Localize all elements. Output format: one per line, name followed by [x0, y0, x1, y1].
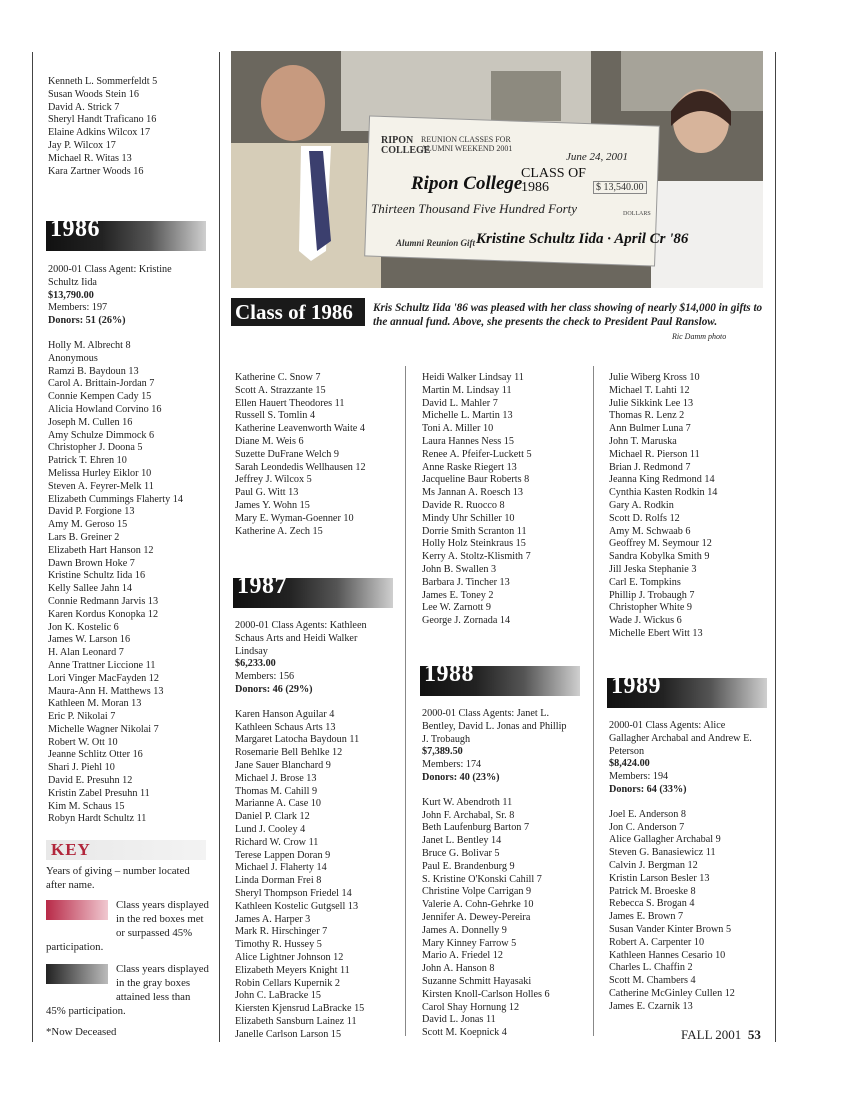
check-dollars: DOLLARS: [623, 211, 651, 217]
donor-name: Holly M. Albrecht 8: [48, 339, 131, 351]
donor-name: Rebecca S. Brogan 4: [609, 898, 695, 910]
donor-name: Diane M. Weis 6: [235, 435, 304, 447]
donor-name: Timothy R. Hussey 5: [235, 939, 322, 951]
donor-list-1986: [48, 340, 206, 826]
key-title: KEY: [51, 840, 91, 859]
year-label: 1987: [237, 573, 287, 599]
donor-name: Jennifer A. Dewey-Pereira: [422, 911, 531, 923]
donor-name: David A. Strick 7: [48, 101, 120, 113]
col2-top-list: [235, 372, 366, 538]
donor-name: Alice Lightner Johnson 12: [235, 951, 344, 963]
check-logo: RIPON COLLEGE: [381, 135, 431, 156]
col4-top-list: [609, 372, 717, 641]
donor-name: Kathleen Kostelic Gutgsell 13: [235, 900, 359, 912]
donor-name: Michael J. Flaherty 14: [235, 862, 327, 874]
donor-name: James E. Brown 7: [609, 911, 684, 923]
donor-name: Jacqueline Baur Roberts 8: [422, 474, 530, 486]
donor-name: Holly Holz Steinkraus 15: [422, 538, 526, 550]
donor-name: Patrick T. Ehren 10: [48, 455, 127, 467]
members: Members: 156: [235, 671, 295, 683]
donor-name: Amy Schulze Dimmock 6: [48, 429, 155, 441]
column-rule-1: [32, 52, 33, 1042]
donor-name: Kiersten Kjensrud LaBracke 15: [235, 1003, 365, 1015]
donor-name: Richard W. Crow 11: [235, 836, 319, 848]
donor-name: Marianne A. Case 10: [235, 798, 322, 810]
donor-name: David L. Jonas 11: [422, 1014, 496, 1026]
donor-name: Alice Gallagher Archabal 9: [609, 834, 721, 846]
donor-name: Anne Trattner Liccione 11: [48, 659, 156, 671]
caption-title: Class of 1986: [235, 300, 353, 324]
donor-name: Michael R. Pierson 11: [609, 448, 700, 460]
donor-name: Katherine C. Snow 7: [235, 372, 321, 383]
donor-name: Jeanna King Redmond 14: [609, 474, 715, 486]
donor-name: Michael T. Lahti 12: [609, 384, 690, 396]
donor-name: Daniel P. Clark 12: [235, 811, 310, 823]
donor-name: Susan Vander Kinter Brown 5: [609, 923, 732, 935]
donor-name: Joel E. Anderson 8: [609, 808, 686, 820]
donor-name: James A. Donnelly 9: [422, 924, 507, 936]
donor-name: Jill Jeska Stephanie 3: [609, 563, 697, 575]
donor-name: Davide R. Ruocco 8: [422, 499, 505, 511]
year-label: 1988: [424, 661, 474, 687]
donor-name: Christopher White 9: [609, 602, 692, 614]
column-rule-2: [219, 52, 220, 1042]
donor-name: Brian J. Redmond 7: [609, 461, 691, 473]
donor-name: Elizabeth Sansburn Lainez 11: [235, 1015, 357, 1027]
class-agent: 2000-01 Class Agents: Alice Gallagher Archabal and Andrew E. Peterson: [609, 720, 752, 757]
check-memo: Alumni Reunion Gift: [396, 238, 476, 248]
donor-name: John C. LaBracke 15: [235, 990, 322, 1002]
donor-name: Steven G. Banasiewicz 11: [609, 847, 716, 859]
donor-name: Mary E. Wyman-Goenner 10: [235, 512, 354, 524]
donor-name: Kristin Larson Besler 13: [609, 872, 710, 884]
donor-name: Alicia Howland Corvino 16: [48, 403, 162, 415]
donor-name: Maura-Ann H. Matthews 13: [48, 685, 164, 697]
donor-name: Janelle Carlson Larson 15: [235, 1028, 342, 1040]
donor-list-1988: [422, 797, 580, 1040]
donor-name: Rosemarie Bell Behlke 12: [235, 747, 343, 759]
donor-name: Kurt W. Abendroth 11: [422, 796, 513, 808]
donor-name: James W. Larson 16: [48, 634, 131, 646]
donor-name: Robert A. Carpenter 10: [609, 936, 705, 948]
donor-name: Kenneth L. Sommerfeldt 5: [48, 76, 158, 87]
donor-name: H. Alan Leonard 7: [48, 647, 124, 659]
donor-name: Robin Cellars Kupernik 2: [235, 977, 340, 989]
check-class: CLASS OF 1986: [521, 166, 586, 195]
donor-name: Jeffrey J. Wilcox 5: [235, 474, 312, 486]
donor-name: Robyn Hardt Schultz 11: [48, 813, 147, 825]
donor-name: Anne Raske Riegert 13: [422, 461, 517, 473]
donor-name: S. Kristine O'Konski Cahill 7: [422, 873, 542, 885]
amount: $6,233.00: [235, 658, 276, 670]
donor-name: Charles L. Chaffin 2: [609, 962, 693, 974]
donor-name: Scott M. Koepnick 4: [422, 1027, 507, 1039]
class-1988-section: [420, 661, 580, 1040]
donor-name: Mary Kinney Farrow 5: [422, 937, 517, 949]
donors: Donors: 46 (29%): [235, 683, 313, 695]
donor-name: Barbara J. Tincher 13: [422, 576, 510, 588]
donor-name: Eric P. Nikolai 7: [48, 711, 116, 723]
donor-name: Sheryl Thompson Friedel 14: [235, 887, 352, 899]
donor-name: Elaine Adkins Wilcox 17: [48, 127, 151, 139]
year-banner-1987: [233, 573, 393, 608]
year-banner-1986: [46, 216, 206, 251]
donor-name: Carl E. Tompkins: [609, 576, 681, 588]
class-1986-section: [46, 216, 206, 826]
donor-name: Janet L. Bentley 14: [422, 835, 502, 847]
amount: $13,790.00: [48, 289, 94, 301]
donor-name: Laura Hannes Ness 15: [422, 435, 514, 447]
donor-name: Kathleen M. Moran 13: [48, 698, 142, 710]
key-red-text: Class years displayed in the red boxes met or surpassed 45% participation.: [46, 899, 209, 953]
donor-name: Susan Woods Stein 16: [48, 88, 139, 100]
donor-name: Amy M. Schwaab 6: [609, 525, 691, 537]
donor-name: Lund J. Cooley 4: [235, 823, 306, 835]
column-rule-5: [593, 366, 594, 1036]
donor-name: Michael R. Witas 13: [48, 152, 132, 164]
page-number: 53: [747, 1027, 761, 1042]
donor-name: Shari J. Piehl 10: [48, 762, 115, 774]
key-gray-text: Class years displayed in the gray boxes attained less than 45% participation.: [46, 963, 209, 1017]
donor-name: Lori Vinger MacFayden 12: [48, 672, 159, 684]
donor-name: Geoffrey M. Seymour 12: [609, 538, 712, 550]
donor-name: Ms Jannan A. Roesch 13: [422, 487, 524, 499]
deceased-note: *Now Deceased: [46, 1026, 117, 1038]
donor-name: Elizabeth Cummings Flaherty 14: [48, 493, 183, 505]
donor-name: Patrick M. Broeske 8: [609, 885, 696, 897]
amount: $7,389.50: [422, 746, 463, 758]
donor-name: Thomas M. Cahill 9: [235, 785, 318, 797]
column-rule-4: [405, 366, 406, 1036]
donors: Donors: 40 (23%): [422, 771, 500, 783]
donor-name: Jon K. Kostelic 6: [48, 621, 119, 633]
caption-title-box: [231, 298, 365, 326]
donor-name: Christopher J. Doona 5: [48, 442, 143, 454]
donor-name: Michelle Ebert Witt 13: [609, 627, 703, 639]
donor-name: Katherine A. Zech 15: [235, 525, 323, 537]
donor-name: Margaret Latocha Baydoun 11: [235, 734, 360, 746]
donor-name: Thomas R. Lenz 2: [609, 410, 685, 422]
key-description: Years of giving – number located after name.: [46, 865, 190, 891]
donor-name: Joseph M. Cullen 16: [48, 416, 133, 428]
donor-name: Kara Zartner Woods 16: [48, 165, 144, 177]
donor-name: Kathleen Hannes Cesario 10: [609, 949, 726, 961]
donors: Donors: 64 (33%): [609, 783, 687, 795]
check-date: June 24, 2001: [566, 151, 629, 163]
donor-name: Amy M. Geroso 15: [48, 519, 128, 531]
donor-name: Lee W. Zarnott 9: [422, 602, 492, 614]
photo-caption: Kris Schultz Iida '86 was pleased with her class showing of nearly $14,000 in gifts to the annual fund. Above, she presents the check to President Paul Ranslow.: [373, 302, 763, 328]
donor-name: Beth Laufenburg Barton 7: [422, 822, 530, 834]
donor-name: Kristin Zabel Presuhn 11: [48, 787, 150, 799]
donor-name: Dawn Brown Hoke 7: [48, 557, 135, 569]
class-agent: 2000-01 Class Agents: Kathleen Schaus Arts and Heidi Walker Lindsay: [235, 620, 367, 657]
donor-name: Renee A. Pfeifer-Luckett 5: [422, 448, 532, 460]
donor-name: Sandra Kobylka Smith 9: [609, 551, 710, 563]
column-rule-3: [775, 52, 776, 1042]
donor-name: Steven A. Feyrer-Melk 11: [48, 480, 154, 492]
donor-list-1987: [235, 709, 393, 1042]
donor-name: Karen Kordus Konopka 12: [48, 608, 159, 620]
donor-name: Ellen Hauert Theodores 11: [235, 397, 345, 409]
donor-name: James E. Toney 2: [422, 589, 494, 601]
donor-name: Julie Wiberg Kross 10: [609, 372, 700, 383]
donor-name: Mindy Uhr Schiller 10: [422, 512, 515, 524]
donor-name: Melissa Hurley Eiklor 10: [48, 467, 152, 479]
donor-name: Russell S. Tomlin 4: [235, 410, 316, 422]
check-signature: Kristine Schultz Iida · April Cr '86: [476, 231, 689, 247]
donor-name: Michael J. Brose 13: [235, 772, 317, 784]
donor-name: Julie Sikkink Lee 13: [609, 397, 694, 409]
donor-name: Ramzi B. Baydoun 13: [48, 365, 139, 377]
donor-name: John B. Swallen 3: [422, 563, 497, 575]
donor-name: Jeanne Schlitz Otter 16: [48, 749, 143, 761]
donor-name: Elizabeth Hart Hanson 12: [48, 544, 154, 556]
donor-name: John F. Archabal, Sr. 8: [422, 809, 515, 821]
donor-name: Jay P. Wilcox 17: [48, 139, 116, 151]
donor-name: Carol Shay Hornung 12: [422, 1001, 520, 1013]
photo-illustration: [231, 51, 763, 288]
issue-label: FALL 2001: [681, 1027, 742, 1042]
donor-name: Martin M. Lindsay 11: [422, 384, 512, 396]
donor-name: Scott M. Chambers 4: [609, 975, 696, 987]
donor-name: Valerie A. Cohn-Gehrke 10: [422, 899, 534, 911]
donor-name: Calvin J. Bergman 12: [609, 859, 698, 871]
donor-name: Michelle L. Martin 13: [422, 410, 513, 422]
donor-name: David E. Presuhn 12: [48, 775, 133, 787]
donor-list-1989: [609, 809, 767, 1014]
class-1989-section: [607, 673, 767, 1014]
donor-name: David L. Mahler 7: [422, 397, 498, 409]
donor-name: Kristine Schultz Iida 16: [48, 570, 146, 582]
year-banner-1988: [420, 661, 580, 696]
donor-name: Suzette DuFrane Welch 9: [235, 448, 339, 460]
class-agent: 2000-01 Class Agent: Kristine Schultz Iida: [48, 264, 172, 288]
donor-name: Anonymous: [48, 352, 98, 364]
donor-name: Toni A. Miller 10: [422, 423, 494, 435]
donor-name: Gary A. Rodkin: [609, 499, 674, 511]
donor-name: Katherine Leavenworth Waite 4: [235, 423, 365, 435]
donor-name: Kathleen Schaus Arts 13: [235, 721, 336, 733]
year-banner-1989: [607, 673, 767, 708]
donor-name: Terese Lappen Doran 9: [235, 849, 331, 861]
donor-name: Kelly Sallee Jahn 14: [48, 583, 133, 595]
donor-name: Mario A. Friedel 12: [422, 950, 503, 962]
members: Members: 174: [422, 759, 482, 771]
donor-name: Robert W. Ott 10: [48, 736, 118, 748]
class-agent: 2000-01 Class Agents: Janet L. Bentley, David L. Jonas and Phillip J. Trobaugh: [422, 708, 567, 745]
donor-name: Scott D. Rolfs 12: [609, 512, 680, 524]
donor-name: Jon C. Anderson 7: [609, 821, 685, 833]
donor-name: Scott A. Strazzante 15: [235, 384, 326, 396]
donor-name: Dorrie Smith Scranton 11: [422, 525, 527, 537]
donor-name: Connie Redmann Jarvis 13: [48, 595, 159, 607]
check-payee: Ripon College: [411, 173, 523, 194]
year-label: 1986: [50, 216, 100, 242]
donor-name: James E. Czarnik 13: [609, 1000, 693, 1012]
key-header: [46, 840, 206, 860]
donor-name: Karen Hanson Aguilar 4: [235, 708, 335, 720]
donor-name: Lars B. Greiner 2: [48, 531, 120, 543]
donor-name: Michelle Wagner Nikolai 7: [48, 723, 159, 735]
donor-name: James Y. Wohn 15: [235, 499, 310, 511]
donor-name: Kim M. Schaus 15: [48, 800, 125, 812]
donor-name: Paul E. Brandenburg 9: [422, 860, 515, 872]
donor-name: Mark R. Hirschinger 7: [235, 926, 328, 938]
check-amount: $ 13,540.00: [593, 181, 647, 194]
donor-name: Phillip J. Trobaugh 7: [609, 589, 695, 601]
donor-name: Bruce G. Bolivar 5: [422, 847, 500, 859]
members: Members: 194: [609, 771, 669, 783]
donor-name: Suzanne Schmitt Hayasaki: [422, 975, 532, 987]
col3-top-list: [422, 372, 532, 628]
donor-name: Elizabeth Meyers Knight 11: [235, 964, 350, 976]
donor-name: James A. Harper 3: [235, 913, 311, 925]
class-photo: [231, 51, 763, 288]
donor-name: John A. Hanson 8: [422, 963, 495, 975]
donor-name: Kerry A. Stoltz-Klismith 7: [422, 551, 531, 563]
year-label: 1989: [611, 673, 661, 699]
donor-name: Ann Bulmer Luna 7: [609, 423, 691, 435]
donor-name: Paul G. Witt 13: [235, 487, 299, 499]
donor-name: Cynthia Kasten Rodkin 14: [609, 487, 718, 499]
class-1987-section: [233, 573, 393, 1042]
donor-name: Jane Sauer Blanchard 9: [235, 759, 331, 771]
donor-name: Connie Kempen Cady 15: [48, 391, 152, 403]
members: Members: 197: [48, 302, 108, 314]
check-words: Thirteen Thousand Five Hundred Forty: [371, 201, 578, 216]
donor-name: Carol A. Brittain-Jordan 7: [48, 378, 155, 390]
amount: $8,424.00: [609, 758, 650, 770]
donor-name: Catherine McGinley Cullen 12: [609, 987, 735, 999]
donors: Donors: 51 (26%): [48, 315, 126, 327]
donor-name: John T. Maruska: [609, 435, 677, 447]
photo-credit: Ric Damm photo: [672, 332, 727, 341]
donor-name: Sarah Leondedis Wellhausen 12: [235, 461, 366, 473]
donor-name: Linda Dorman Frei 8: [235, 875, 322, 887]
donor-name: Christine Volpe Carrigan 9: [422, 886, 532, 898]
donor-name: George J. Zornada 14: [422, 615, 511, 627]
donor-name: Wade J. Wickus 6: [609, 615, 682, 627]
check-header: REUNION CLASSES FOR ALUMNI WEEKEND 2001: [421, 135, 513, 153]
donor-name: Sheryl Handt Traficano 16: [48, 114, 157, 126]
col1-top-list: [48, 76, 157, 178]
page-footer: [681, 1027, 761, 1043]
donor-name: Kirsten Knoll-Carlson Holles 6: [422, 988, 550, 1000]
donor-name: Heidi Walker Lindsay 11: [422, 372, 524, 383]
donor-name: David P. Forgione 13: [48, 506, 135, 518]
